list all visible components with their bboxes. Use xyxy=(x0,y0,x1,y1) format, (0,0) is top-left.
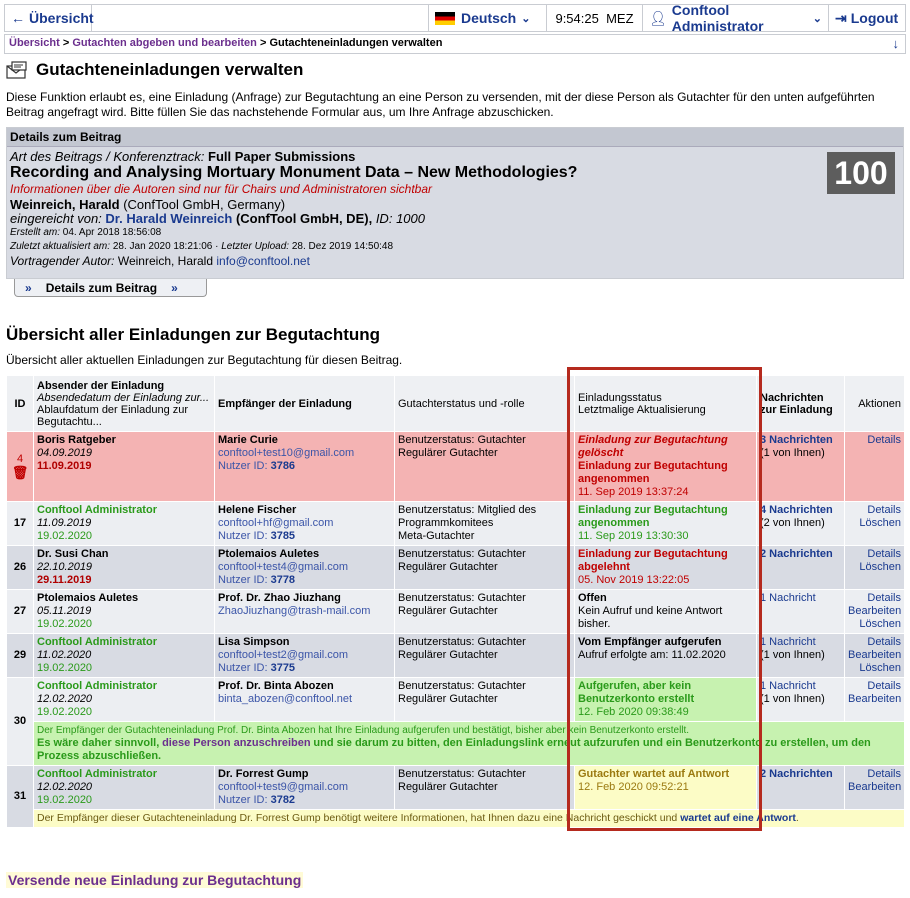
recipient-name: Helene Fischer xyxy=(218,504,297,516)
details-link[interactable]: Details xyxy=(867,548,901,560)
row-note-text: Der Empfänger der Gutachteneinladung Prof. Dr. Binta Abozen hat Ihre Einladung aufgerufen und bestätigt, bisher aber kein Benutzerkonto erstellt. xyxy=(37,725,690,736)
invitation-status-2: Kein Aufruf und keine Antwort bisher. xyxy=(578,605,723,630)
row-note-text-3: und sie darum zu bitten, den Einladungslink erneut aufzurufen und ein Benutzerkonto zu erstellen, um den Prozess abzuschließen. xyxy=(37,737,871,762)
user-status: Benutzerstatus: Gutachter xyxy=(398,636,526,648)
presenter-name: Weinreich, Harald xyxy=(117,254,214,268)
actions-cell xyxy=(845,546,905,590)
messages-note: (1 von Ihnen) xyxy=(760,693,825,705)
col-invitation-status-label: Einladungsstatus xyxy=(578,391,662,404)
reviewer-status-cell xyxy=(395,432,575,502)
recipient-cell xyxy=(215,590,395,634)
user-id-label: Nutzer ID: xyxy=(218,794,268,806)
actions-cell xyxy=(845,502,905,546)
actions-cell xyxy=(845,634,905,678)
messages-note: (2 von Ihnen) xyxy=(760,517,825,529)
invitation-status: Einladung zur Begutachtung gelöscht xyxy=(578,434,728,459)
invitations-table xyxy=(6,375,905,828)
user-id-label: Nutzer ID: xyxy=(218,662,268,674)
language-label: Deutsch xyxy=(461,10,517,26)
presenter-line xyxy=(10,254,900,268)
reviewer-role: Regulärer Gutachter xyxy=(398,649,498,661)
actions-cell xyxy=(845,766,905,810)
breadcrumb xyxy=(4,34,906,54)
messages-link[interactable]: 4 Nachrichten xyxy=(760,504,833,516)
recipient-cell xyxy=(215,678,395,722)
expiry-date: 19.02.2020 xyxy=(37,530,93,542)
row-id: 30 xyxy=(7,678,34,766)
sender-cell xyxy=(34,432,215,502)
updated-label: Zuletzt aktualisiert am: xyxy=(10,241,111,252)
col-recipient[interactable] xyxy=(215,376,395,432)
scroll-down-arrow-icon[interactable]: ↓ xyxy=(892,36,899,51)
upload-label: · Letzter Upload: xyxy=(215,241,290,252)
invitation-status-cell xyxy=(575,502,757,546)
write-to-person-link[interactable]: diese Person anzuschreiben xyxy=(162,737,311,749)
invitation-status-cell xyxy=(575,678,757,722)
sender-name: Ptolemaios Auletes xyxy=(37,592,139,604)
recipient-email-link[interactable]: conftool+test2@gmail.com xyxy=(218,649,349,661)
chevron-down-icon: ⌄ xyxy=(812,12,822,25)
invitation-status-date: 05. Nov 2019 13:22:05 xyxy=(578,574,690,586)
recipient-email-link[interactable]: binta_abozen@conftool.net xyxy=(218,693,353,705)
sender-name: Conftool Administrator xyxy=(37,680,157,692)
invitation-status-date: 12. Feb 2020 09:52:21 xyxy=(578,781,689,793)
breadcrumb-separator: > xyxy=(62,37,70,49)
invitation-status-cell xyxy=(575,634,757,678)
paper-type-value: Full Paper Submissions xyxy=(208,149,356,164)
user-name: Conftool Administrator xyxy=(671,2,764,34)
invitation-status-cell xyxy=(575,546,757,590)
paper-details-panel xyxy=(6,127,904,279)
author-line xyxy=(10,198,900,212)
row-note-cell xyxy=(34,810,905,828)
row-id: 29 xyxy=(7,634,34,678)
arrow-left-icon: ← xyxy=(11,10,25,26)
paper-details-header: Details zum Beitrag xyxy=(7,128,903,147)
row-id: 17 xyxy=(7,502,34,546)
reviewer-status-cell xyxy=(395,502,575,546)
details-link[interactable]: Details xyxy=(867,636,901,648)
user-menu[interactable] xyxy=(643,2,829,34)
sent-date: 22.10.2019 xyxy=(37,561,93,573)
invitation-status: Offen xyxy=(578,592,607,604)
user-id-label: Nutzer ID: xyxy=(218,574,268,586)
details-link[interactable]: Details xyxy=(867,434,901,446)
messages-note: (1 von Ihnen) xyxy=(760,447,825,459)
created-value: 04. Apr 2018 18:56:08 xyxy=(62,227,162,238)
reviewer-status-cell xyxy=(395,678,575,722)
invitation-status-date: 12. Feb 2020 09:38:49 xyxy=(578,706,689,718)
recipient-email-link[interactable]: conftool+test4@gmail.com xyxy=(218,561,349,573)
invitation-status-2: Einladung zur Begutachtung angenommen xyxy=(578,460,728,485)
invitation-status-cell xyxy=(575,432,757,502)
invitation-status: Einladung zur Begutachtung angenommen xyxy=(578,504,728,529)
intro-text: Diese Funktion erlaubt es, eine Einladung (Anfrage) zur Begutachtung an eine Person zu versenden, mit der diese Person als Gutachter für den unten aufgeführten Beitrag angefragt wird. Bitte füllen Sie das nachstehende Formular aus, um Ihre Anfrage abzuschicken. xyxy=(6,90,875,119)
recipient-cell xyxy=(215,546,395,590)
submitter-link[interactable]: Dr. Harald Weinreich xyxy=(105,211,233,226)
reviewer-role: Regulärer Gutachter xyxy=(398,693,498,705)
back-label: Übersicht xyxy=(29,10,94,26)
details-link[interactable]: Details xyxy=(867,768,901,780)
col-invitation-status[interactable] xyxy=(575,376,757,432)
presenter-email-link[interactable]: info@conftool.net xyxy=(216,254,310,268)
invitation-status-cell xyxy=(575,766,757,810)
col-reviewer-status[interactable] xyxy=(395,376,575,432)
updated-line xyxy=(10,240,900,254)
table-row xyxy=(7,766,905,810)
col-sender-sub2: Ablaufdatum der Einladung zur Begutachtu... xyxy=(37,403,189,428)
submitted-label: eingereicht von: xyxy=(10,211,102,226)
delete-link[interactable]: Löschen xyxy=(859,618,901,630)
logout-icon: ⇥ xyxy=(835,9,847,26)
col-actions xyxy=(845,376,905,432)
reviewer-role: Regulärer Gutachter xyxy=(398,447,498,459)
edit-link[interactable]: Bearbeiten xyxy=(848,605,902,617)
messages-cell xyxy=(757,634,845,678)
recipient-cell xyxy=(215,766,395,810)
double-chevron-down-icon: » xyxy=(171,280,178,295)
awaiting-reply-link[interactable]: wartet auf eine Antwort xyxy=(680,812,796,824)
paper-type-label: Art des Beitrags / Konferenztrack: xyxy=(10,149,205,164)
page-title xyxy=(6,60,303,80)
user-id-link[interactable]: 3785 xyxy=(270,530,296,542)
user-id-link[interactable]: 3782 xyxy=(270,794,296,806)
authors-visibility-note: Informationen über die Autoren sind nur für Chairs und Administratoren sichtbar xyxy=(10,182,432,196)
user-id-link[interactable]: 3778 xyxy=(270,574,296,586)
actions-cell xyxy=(845,678,905,722)
submitter-org: (ConfTool GmbH, DE), xyxy=(235,211,373,226)
upload-value: 28. Dez 2019 14:50:48 xyxy=(291,241,394,252)
presenter-label: Vortragender Autor: xyxy=(10,254,115,268)
col-id[interactable] xyxy=(7,376,34,432)
col-id-label: ID xyxy=(14,397,26,410)
sent-date: 12.02.2020 xyxy=(37,781,93,793)
row-id-cell xyxy=(7,432,34,502)
sender-cell xyxy=(34,590,215,634)
recipient-cell xyxy=(215,432,395,502)
details-link[interactable]: Details xyxy=(867,504,901,516)
table-row xyxy=(7,590,905,634)
row-id: 26 xyxy=(7,546,34,590)
reviewer-status-cell xyxy=(395,546,575,590)
user-status: Benutzerstatus: Gutachter xyxy=(398,680,526,692)
table-row xyxy=(7,502,905,546)
recipient-name: Prof. Dr. Binta Abozen xyxy=(218,680,334,692)
row-id: 31 xyxy=(7,766,34,828)
table-row-note xyxy=(7,722,905,766)
row-note-text: Der Empfänger dieser Gutachteneinladung Dr. Forrest Gump benötigt weitere Informationen, hat Ihnen dazu eine Nachricht geschickt und xyxy=(37,812,678,824)
created-label: Erstellt am: xyxy=(10,227,61,238)
double-chevron-down-icon: » xyxy=(25,280,32,295)
recipient-cell xyxy=(215,634,395,678)
col-sender[interactable] xyxy=(34,376,215,432)
clock xyxy=(547,5,643,31)
edit-link[interactable]: Bearbeiten xyxy=(848,781,902,793)
overview-subtitle: Übersicht aller aktuellen Einladungen zur Begutachtung für diesen Beitrag. xyxy=(6,353,403,367)
clock-time: 9:54:25 xyxy=(555,10,599,26)
actions-cell xyxy=(845,432,905,502)
details-link[interactable]: Details xyxy=(867,680,901,692)
recipient-name: Prof. Dr. Zhao Jiuzhang xyxy=(218,592,341,604)
user-id-label: Nutzer ID: xyxy=(218,530,268,542)
table-row-note xyxy=(7,810,905,828)
updated-value: 28. Jan 2020 18:21:06 xyxy=(112,241,213,252)
send-new-invitation-link[interactable]: Versende neue Einladung zur Begutachtung xyxy=(8,872,302,888)
col-actions-label: Aktionen xyxy=(858,397,901,410)
chevron-down-icon: ⌄ xyxy=(521,12,531,25)
language-selector[interactable] xyxy=(429,5,547,31)
author-org: (ConfTool GmbH, Germany) xyxy=(123,197,286,212)
user-id-link[interactable]: 3786 xyxy=(270,460,296,472)
recipient-name: Marie Curie xyxy=(218,434,278,446)
topbar-spacer xyxy=(92,5,429,31)
sent-date: 05.11.2019 xyxy=(37,605,92,617)
recipient-email-link[interactable]: conftool+test10@gmail.com xyxy=(218,447,355,459)
sender-name: Conftool Administrator xyxy=(37,768,157,780)
sender-cell xyxy=(34,634,215,678)
expiry-date: 19.02.2020 xyxy=(37,706,93,718)
recipient-name: Ptolemaios Auletes xyxy=(218,548,320,560)
paper-type-line xyxy=(10,150,900,164)
details-link[interactable]: Details xyxy=(867,592,901,604)
invitation-status: Vom Empfänger aufgerufen xyxy=(578,636,722,648)
edit-link[interactable]: Bearbeiten xyxy=(848,649,902,661)
table-row xyxy=(7,634,905,678)
row-note-text-2: Es wäre daher sinnvoll, xyxy=(37,737,160,749)
overview-title: Übersicht aller Einladungen zur Begutachtung xyxy=(6,325,381,344)
user-id-link[interactable]: 3775 xyxy=(270,662,296,674)
reviewer-status-cell xyxy=(395,766,575,810)
expiry-date: 19.02.2020 xyxy=(37,662,93,674)
table-row xyxy=(7,678,905,722)
top-navigation-bar xyxy=(4,4,906,32)
paper-score-badge: 100 xyxy=(827,152,895,194)
col-sender-sub1: Absendedatum der Einladung zur... xyxy=(37,391,210,404)
expand-details-label: Details zum Beitrag xyxy=(45,280,158,295)
expiry-date: 19.02.2020 xyxy=(37,618,93,630)
reviewer-status-cell xyxy=(395,590,575,634)
sender-name: Boris Ratgeber xyxy=(37,434,116,446)
actions-cell xyxy=(845,590,905,634)
logout-label: Logout xyxy=(850,10,899,26)
paper-title: Recording and Analysing Mortuary Monument Data – New Methodologies? xyxy=(10,164,578,181)
recipient-cell xyxy=(215,502,395,546)
invitation-status-cell xyxy=(575,590,757,634)
user-id-label: Nutzer ID: xyxy=(218,460,268,472)
delete-link[interactable]: Löschen xyxy=(859,561,901,573)
user-status: Benutzerstatus: Gutachter xyxy=(398,592,526,604)
invitation-envelope-icon xyxy=(6,61,28,79)
invitation-status: Einladung zur Begutachtung abgelehnt xyxy=(578,548,728,573)
sender-name: Dr. Susi Chan xyxy=(37,548,109,560)
created-line xyxy=(10,226,900,240)
col-invitation-status-sub: Letztmalige Aktualisierung xyxy=(578,403,706,416)
breadcrumb-separator: > xyxy=(259,37,267,49)
sender-name: Conftool Administrator xyxy=(37,636,157,648)
delete-link[interactable]: Löschen xyxy=(859,662,901,674)
sender-cell xyxy=(34,678,215,722)
user-status: Benutzerstatus: Mitglied des Programmkomitees xyxy=(398,504,537,529)
recipient-email-link[interactable]: ZhaoJiuzhang@trash-mail.com xyxy=(218,605,371,617)
messages-link[interactable]: 1 Nachricht xyxy=(760,592,816,604)
row-note-end: . xyxy=(795,812,799,824)
expiry-date: 19.02.2020 xyxy=(37,794,93,806)
table-header-row xyxy=(7,376,905,432)
reviewer-role: Regulärer Gutachter xyxy=(398,561,498,573)
messages-cell xyxy=(757,590,845,634)
messages-link[interactable]: 3 Nachrichten xyxy=(760,434,833,446)
sent-date: 12.02.2020 xyxy=(37,693,93,705)
messages-cell xyxy=(757,432,845,502)
table-row xyxy=(7,432,905,502)
german-flag-icon xyxy=(435,12,455,25)
reviewer-status-cell xyxy=(395,634,575,678)
messages-link[interactable]: 2 Nachrichten xyxy=(760,548,833,560)
recipient-name: Lisa Simpson xyxy=(218,636,290,648)
reviewer-role: Regulärer Gutachter xyxy=(398,781,498,793)
sender-cell xyxy=(34,546,215,590)
col-sender-label: Absender der Einladung xyxy=(37,379,165,392)
col-messages-label: Nachrichten zur Einladung xyxy=(760,391,833,416)
recipient-email-link[interactable]: conftool+hf@gmail.com xyxy=(218,517,334,529)
user-status: Benutzerstatus: Gutachter xyxy=(398,434,526,446)
invitation-status-2: Aufruf erfolgte am: 11.02.2020 xyxy=(578,649,726,661)
sender-name: Conftool Administrator xyxy=(37,504,157,516)
invitation-status-date: 11. Sep 2019 13:30:30 xyxy=(578,530,689,542)
expand-details-button[interactable] xyxy=(14,279,207,297)
messages-cell xyxy=(757,546,845,590)
row-id[interactable]: 4 xyxy=(16,452,24,465)
sent-date: 11.02.2020 xyxy=(37,649,92,661)
sender-cell xyxy=(34,766,215,810)
paper-id-label: ID: xyxy=(375,211,393,226)
col-messages[interactable] xyxy=(757,376,845,432)
recipient-name: Dr. Forrest Gump xyxy=(218,768,309,780)
paper-id-value: 1000 xyxy=(396,211,425,226)
logout-button[interactable] xyxy=(829,5,905,31)
recipient-email-link[interactable]: conftool+test9@gmail.com xyxy=(218,781,349,793)
submitter-line xyxy=(10,212,900,226)
sender-cell xyxy=(34,502,215,546)
expiry-date: 29.11.2019 xyxy=(37,574,92,586)
invitation-status: Aufgerufen, aber kein Benutzerkonto erstellt xyxy=(578,680,695,705)
sent-date: 11.09.2019 xyxy=(37,517,92,529)
back-to-overview-button[interactable] xyxy=(5,5,92,31)
edit-link[interactable]: Bearbeiten xyxy=(848,693,902,705)
reviewer-role: Regulärer Gutachter xyxy=(398,605,498,617)
col-reviewer-status-label: Gutachterstatus und -rolle xyxy=(398,397,525,410)
row-id: 27 xyxy=(7,590,34,634)
messages-cell xyxy=(757,502,845,546)
breadcrumb-overview-link[interactable]: Übersicht xyxy=(9,37,60,49)
messages-link[interactable]: 1 Nachricht xyxy=(760,680,816,692)
messages-cell xyxy=(757,678,845,722)
delete-link[interactable]: Löschen xyxy=(859,517,901,529)
breadcrumb-current: Gutachteneinladungen verwalten xyxy=(269,37,443,49)
messages-cell xyxy=(757,766,845,810)
invitation-status-date: 11. Sep 2019 13:37:24 xyxy=(578,486,689,498)
sent-date: 04.09.2019 xyxy=(37,447,93,459)
reviewer-role: Meta-Gutachter xyxy=(398,530,475,542)
author-name: Weinreich, Harald xyxy=(10,197,120,212)
trash-icon[interactable]: 🗑︎ xyxy=(11,464,29,480)
user-status: Benutzerstatus: Gutachter xyxy=(398,548,526,560)
page-title-text: Gutachteneinladungen verwalten xyxy=(36,60,304,79)
messages-note: (1 von Ihnen) xyxy=(760,649,825,661)
messages-link[interactable]: 2 Nachrichten xyxy=(760,768,833,780)
col-recipient-label: Empfänger der Einladung xyxy=(218,397,352,410)
user-status: Benutzerstatus: Gutachter xyxy=(398,768,526,780)
row-note-cell xyxy=(34,722,905,766)
user-icon: 👤︎ xyxy=(649,9,667,26)
clock-timezone: MEZ xyxy=(606,10,634,26)
breadcrumb-reviews-link[interactable]: Gutachten abgeben und bearbeiten xyxy=(72,37,257,49)
invitation-status: Gutachter wartet auf Antwort xyxy=(578,768,730,780)
expiry-date: 11.09.2019 xyxy=(37,460,92,472)
table-row xyxy=(7,546,905,590)
messages-link[interactable]: 1 Nachricht xyxy=(760,636,816,648)
